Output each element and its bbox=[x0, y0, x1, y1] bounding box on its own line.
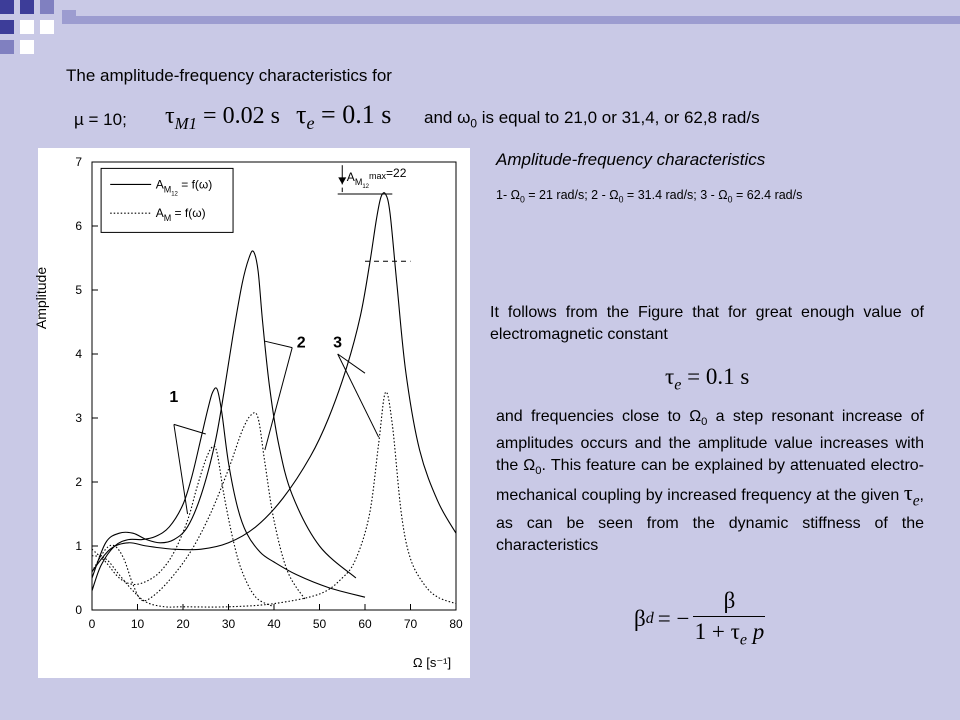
deco-square-8 bbox=[0, 40, 14, 54]
y-tick-label: 7 bbox=[75, 155, 82, 169]
amplitude-chart bbox=[33, 148, 470, 678]
y-tick-label: 4 bbox=[75, 347, 82, 361]
x-tick-label: 0 bbox=[88, 617, 96, 631]
legend-entry-2: $A_M = f(\omega)$ bbox=[155, 206, 206, 224]
x-tick-label: 60 bbox=[358, 617, 372, 631]
series-line-2 bbox=[92, 251, 356, 578]
y-axis-label: Amplitude bbox=[33, 266, 49, 330]
param-tau-e: $\tau_e = 0.1$ s bbox=[296, 100, 392, 134]
annotation-arrowhead bbox=[338, 177, 346, 184]
deco-square-3 bbox=[40, 0, 54, 14]
y-tick-label: 6 bbox=[75, 219, 82, 233]
curve-label-pointer-2-1 bbox=[265, 341, 292, 347]
omega-legend: 1- $\Omega_0 = 21$ rad/s; $2 - \Omega_0 = 31.4$ rad/s; $3 - \Omega_0 = 62.4$ rad/s bbox=[496, 188, 803, 205]
curve-label-pointer-3-2 bbox=[338, 354, 379, 437]
annotation-label: $A_{M12}^{max}=22$ bbox=[346, 166, 407, 191]
y-tick-label: 1 bbox=[75, 539, 82, 553]
right-title: Amplitude-frequency characteristics bbox=[496, 150, 766, 169]
paragraph-2: and frequencies close to $\Omega_0$ a step resonant increase of amplitudes occurs and the amplitude value increases with the $\Omega_0$. This feature can be explained by attenuated electro-mechanical coupling by increased frequency at the given $\tau_e$, as can be seen from the dynamic stiffness of the characteristics bbox=[496, 408, 924, 554]
series-line-5 bbox=[92, 413, 306, 601]
deco-square-9 bbox=[20, 40, 34, 54]
deco-square-4 bbox=[62, 10, 76, 24]
x-tick-label: 40 bbox=[267, 617, 281, 631]
x-tick-label: 70 bbox=[403, 617, 418, 631]
curve-label-pointer-3-1 bbox=[338, 354, 365, 373]
beta-fraction: β $1 + \tau_e$ p bbox=[694, 588, 765, 649]
legend-entry-1: $A_{M12} = f(\omega)$ bbox=[155, 177, 213, 198]
curve-label-pointer-1-2 bbox=[174, 424, 188, 514]
curve-label-pointer-1-1 bbox=[174, 424, 206, 434]
param-mu: µ = 10; bbox=[74, 110, 127, 129]
x-tick-label: 50 bbox=[312, 617, 327, 631]
x-axis-label: Ω [s⁻¹] bbox=[412, 655, 452, 670]
deco-square-2 bbox=[20, 0, 34, 14]
x-tick-label: 10 bbox=[130, 617, 145, 631]
chart-panel bbox=[33, 148, 470, 678]
curve-label-2: 2 bbox=[296, 334, 306, 352]
series-line-4 bbox=[92, 446, 274, 607]
curve-label-1: 1 bbox=[169, 389, 179, 406]
x-tick-label: 30 bbox=[221, 617, 236, 631]
formula-tau-e: $\tau_e = 0.1$ s bbox=[665, 364, 750, 394]
curve-label-pointer-2-2 bbox=[265, 348, 292, 450]
y-tick-label: 2 bbox=[75, 475, 82, 489]
series-line-6 bbox=[92, 392, 456, 607]
param-omega: and $\omega_0$ is equal to 21,0 or 31,4, or 62,8 rad/s bbox=[424, 108, 760, 131]
deco-top-bar bbox=[76, 16, 960, 24]
param-tau-m: $\tau_{M1} = 0.02$ s bbox=[165, 103, 280, 133]
inline-tau-e: $\tau_e$ bbox=[903, 480, 920, 510]
deco-square-7 bbox=[40, 20, 54, 34]
deco-square-5 bbox=[0, 20, 14, 34]
y-tick-label: 0 bbox=[75, 603, 82, 617]
series-line-1 bbox=[92, 388, 365, 597]
curve-label-3: 3 bbox=[333, 334, 343, 352]
paragraph-1: It follows from the Figure that for great enough value of electromagnetic constant bbox=[490, 304, 924, 343]
x-tick-label: 80 bbox=[449, 617, 463, 631]
slide-title: The amplitude-frequency characteristics for bbox=[66, 66, 392, 85]
beta-formula: β d = − β $1 + \tau_e$ p bbox=[634, 588, 765, 649]
y-tick-label: 5 bbox=[75, 283, 82, 297]
x-tick-label: 20 bbox=[176, 617, 190, 631]
deco-square-1 bbox=[0, 0, 14, 14]
y-tick-label: 3 bbox=[75, 411, 82, 425]
deco-square-6 bbox=[20, 20, 34, 34]
